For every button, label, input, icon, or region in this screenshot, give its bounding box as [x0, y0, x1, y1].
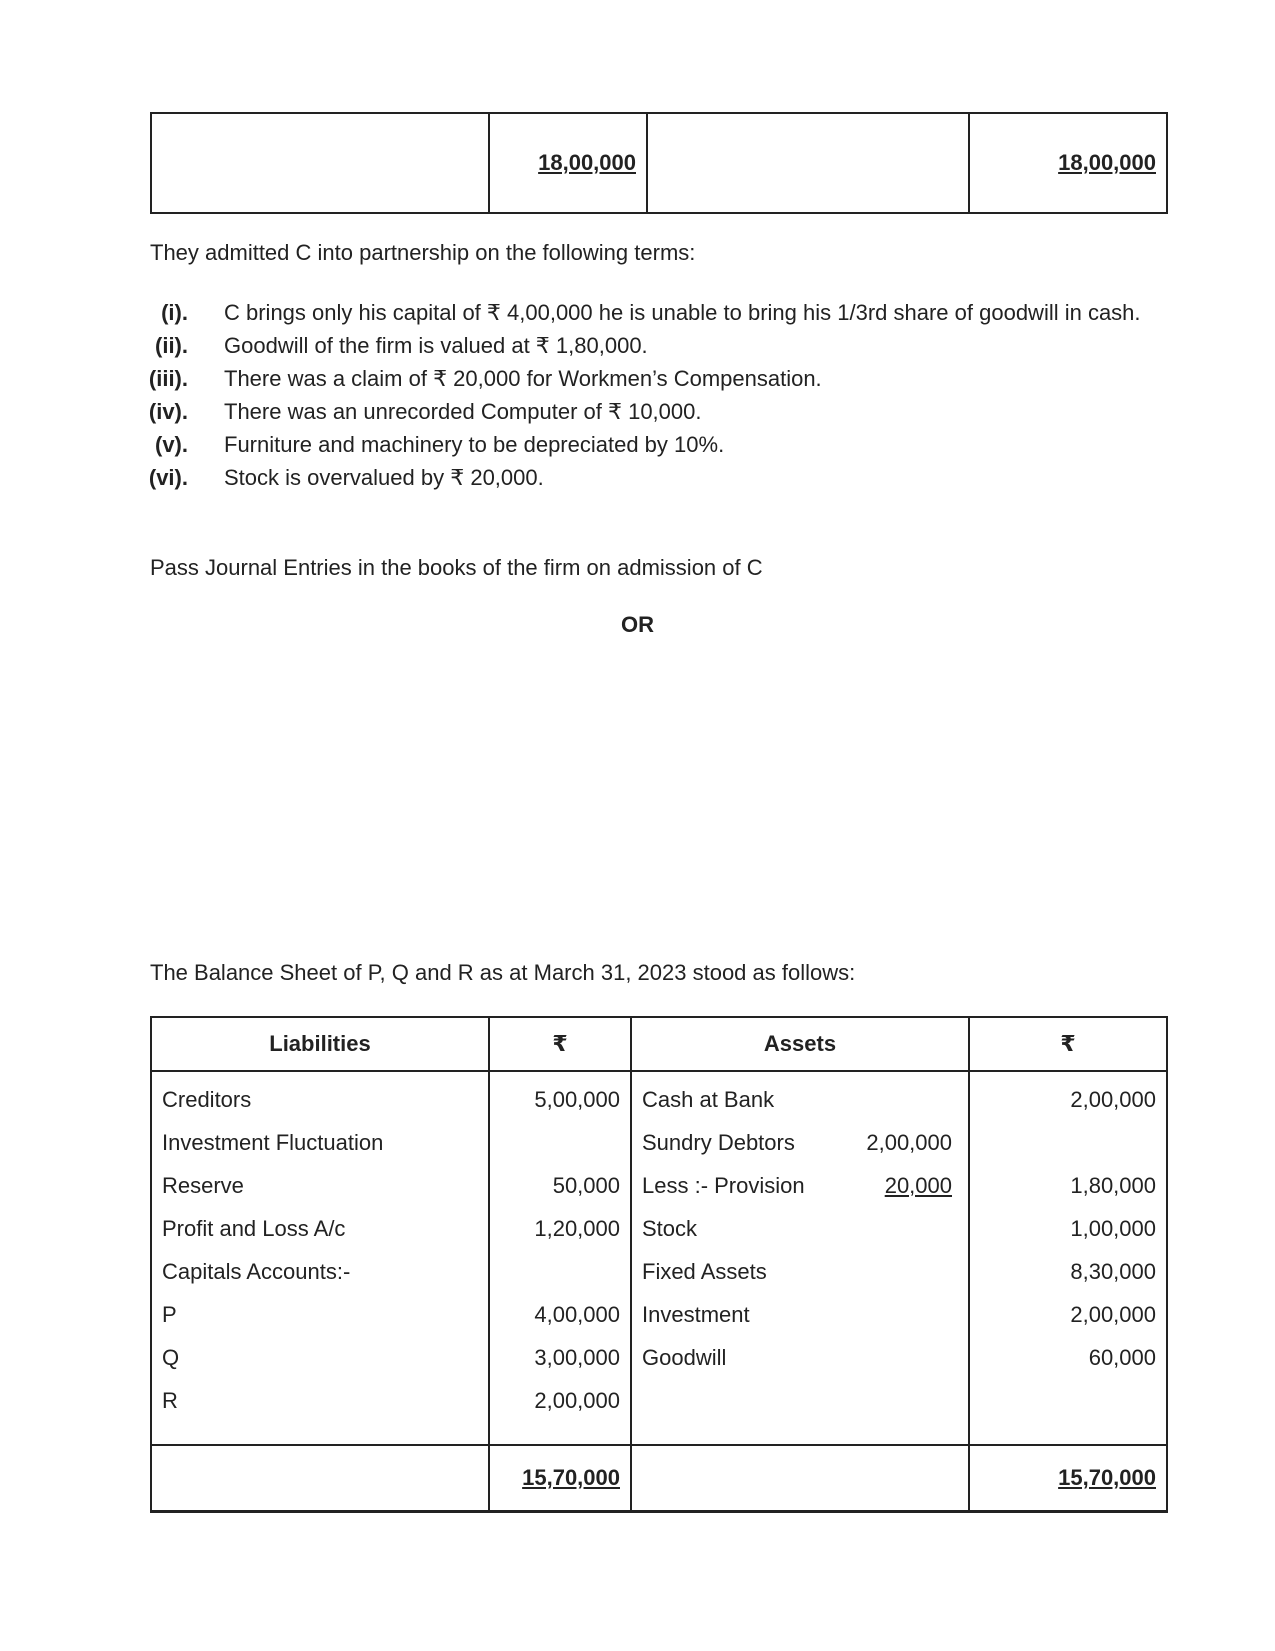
table-row [151, 1071, 1167, 1121]
table-row [151, 1336, 1167, 1379]
asset-name: Stock [642, 1215, 698, 1241]
term-text: Stock is overvalued by ₹ 20,000. [224, 465, 544, 490]
asset-amount: 2,00,000 [969, 1293, 1167, 1336]
term-item [110, 296, 1170, 329]
term-item [110, 329, 1170, 362]
liability-name: Q [151, 1336, 489, 1379]
term-item [110, 362, 1170, 395]
assets-blank-cell [631, 1445, 969, 1512]
asset-amount: 1,80,000 [969, 1164, 1167, 1207]
term-number: (v). [155, 432, 188, 457]
liabilities-total-cell [489, 1445, 631, 1512]
term-number: (ii). [155, 333, 188, 358]
spacer-cell [489, 1422, 631, 1445]
admission-intro: They admitted C into partnership on the following terms: [150, 240, 696, 265]
asset-name: Cash at Bank [642, 1086, 775, 1112]
asset-amount: 60,000 [969, 1336, 1167, 1379]
asset-name: Fixed Assets [642, 1258, 767, 1284]
asset-sub-amount-underlined [852, 1173, 952, 1199]
assets-total: 15,70,000 [1058, 1465, 1156, 1490]
totals-row [151, 113, 1167, 213]
balance-sheet-table [150, 1016, 1168, 1513]
term-number: (iv). [148, 399, 188, 424]
term-item [110, 395, 1170, 428]
or-separator: OR [621, 612, 654, 637]
asset-amount: 1,00,000 [969, 1207, 1167, 1250]
liability-amount: 5,00,000 [489, 1071, 631, 1121]
term-item [110, 461, 1170, 494]
table-row [151, 1207, 1167, 1250]
liability-name: Reserve [151, 1164, 489, 1207]
liabilities-total: 18,00,000 [538, 150, 636, 175]
spacer-cell [631, 1422, 969, 1445]
liabilities-blank-cell [151, 1445, 489, 1512]
spacer-cell [969, 1422, 1167, 1445]
asset-amount [969, 1379, 1167, 1422]
liability-amount: 2,00,000 [489, 1379, 631, 1422]
asset-cell [631, 1293, 969, 1336]
liabilities-header: Liabilities [151, 1017, 489, 1071]
liability-name: R [151, 1379, 489, 1422]
assets-total: 18,00,000 [1058, 150, 1156, 175]
spacer-row [151, 1422, 1167, 1445]
asset-cell [631, 1207, 969, 1250]
liability-amount [489, 1121, 631, 1164]
liabilities-total: 15,70,000 [522, 1465, 620, 1490]
table-row [151, 1379, 1167, 1422]
term-number: (iii). [148, 366, 188, 391]
assets-blank-cell [647, 113, 969, 213]
term-text: There was a claim of ₹ 20,000 for Workmen’s Compensation. [224, 366, 822, 391]
question-instruction: Pass Journal Entries in the books of the firm on admission of C [150, 555, 763, 580]
assets-amount-header: ₹ [969, 1017, 1167, 1071]
assets-total-cell [969, 113, 1167, 213]
asset-amount: 8,30,000 [969, 1250, 1167, 1293]
asset-sub-amount: 2,00,000 [866, 1129, 952, 1155]
asset-cell [631, 1379, 969, 1422]
asset-name: Investment [642, 1301, 750, 1327]
liability-amount: 1,20,000 [489, 1207, 631, 1250]
liabilities-blank-cell [151, 113, 489, 213]
liability-name: Profit and Loss A/c [151, 1207, 489, 1250]
term-text: Furniture and machinery to be depreciated by 10%. [224, 432, 725, 457]
provision-amount: 20,000 [884, 1172, 952, 1198]
asset-name: Goodwill [642, 1344, 727, 1370]
term-text: C brings only his capital of ₹ 4,00,000 he is unable to bring his 1/3rd share of goodwill in cash. [224, 300, 1141, 325]
liabilities-amount-header: ₹ [489, 1017, 631, 1071]
asset-cell [631, 1336, 969, 1379]
liability-amount [489, 1250, 631, 1293]
terms-list [110, 296, 1170, 494]
asset-cell [631, 1121, 969, 1164]
term-item [110, 428, 1170, 461]
liability-name: Investment Fluctuation [151, 1121, 489, 1164]
balance-sheet-intro: The Balance Sheet of P, Q and R as at March 31, 2023 stood as follows: [150, 960, 856, 985]
liability-name: Creditors [151, 1071, 489, 1121]
table-row [151, 1250, 1167, 1293]
term-number: (i). [161, 300, 188, 325]
liability-name: Capitals Accounts:- [151, 1250, 489, 1293]
asset-name: Less :- Provision [642, 1172, 805, 1198]
spacer-cell [151, 1422, 489, 1445]
asset-cell [631, 1250, 969, 1293]
assets-header: Assets [631, 1017, 969, 1071]
term-text: Goodwill of the firm is valued at ₹ 1,80,000. [224, 333, 648, 358]
liability-amount: 3,00,000 [489, 1336, 631, 1379]
table-row [151, 1293, 1167, 1336]
term-text: There was an unrecorded Computer of ₹ 10,000. [224, 399, 702, 424]
liability-name: P [151, 1293, 489, 1336]
asset-amount [969, 1121, 1167, 1164]
asset-cell [631, 1071, 969, 1121]
asset-name: Sundry Debtors [642, 1129, 795, 1155]
header-row [151, 1017, 1167, 1071]
liabilities-total-cell [489, 113, 647, 213]
totals-row [151, 1445, 1167, 1512]
assets-total-cell [969, 1445, 1167, 1512]
term-number: (vi). [148, 465, 188, 490]
asset-cell [631, 1164, 969, 1207]
liability-amount: 50,000 [489, 1164, 631, 1207]
table-row [151, 1121, 1167, 1164]
liability-amount: 4,00,000 [489, 1293, 631, 1336]
table-row [151, 1164, 1167, 1207]
previous-balance-sheet-totals [150, 112, 1168, 214]
asset-amount: 2,00,000 [969, 1071, 1167, 1121]
